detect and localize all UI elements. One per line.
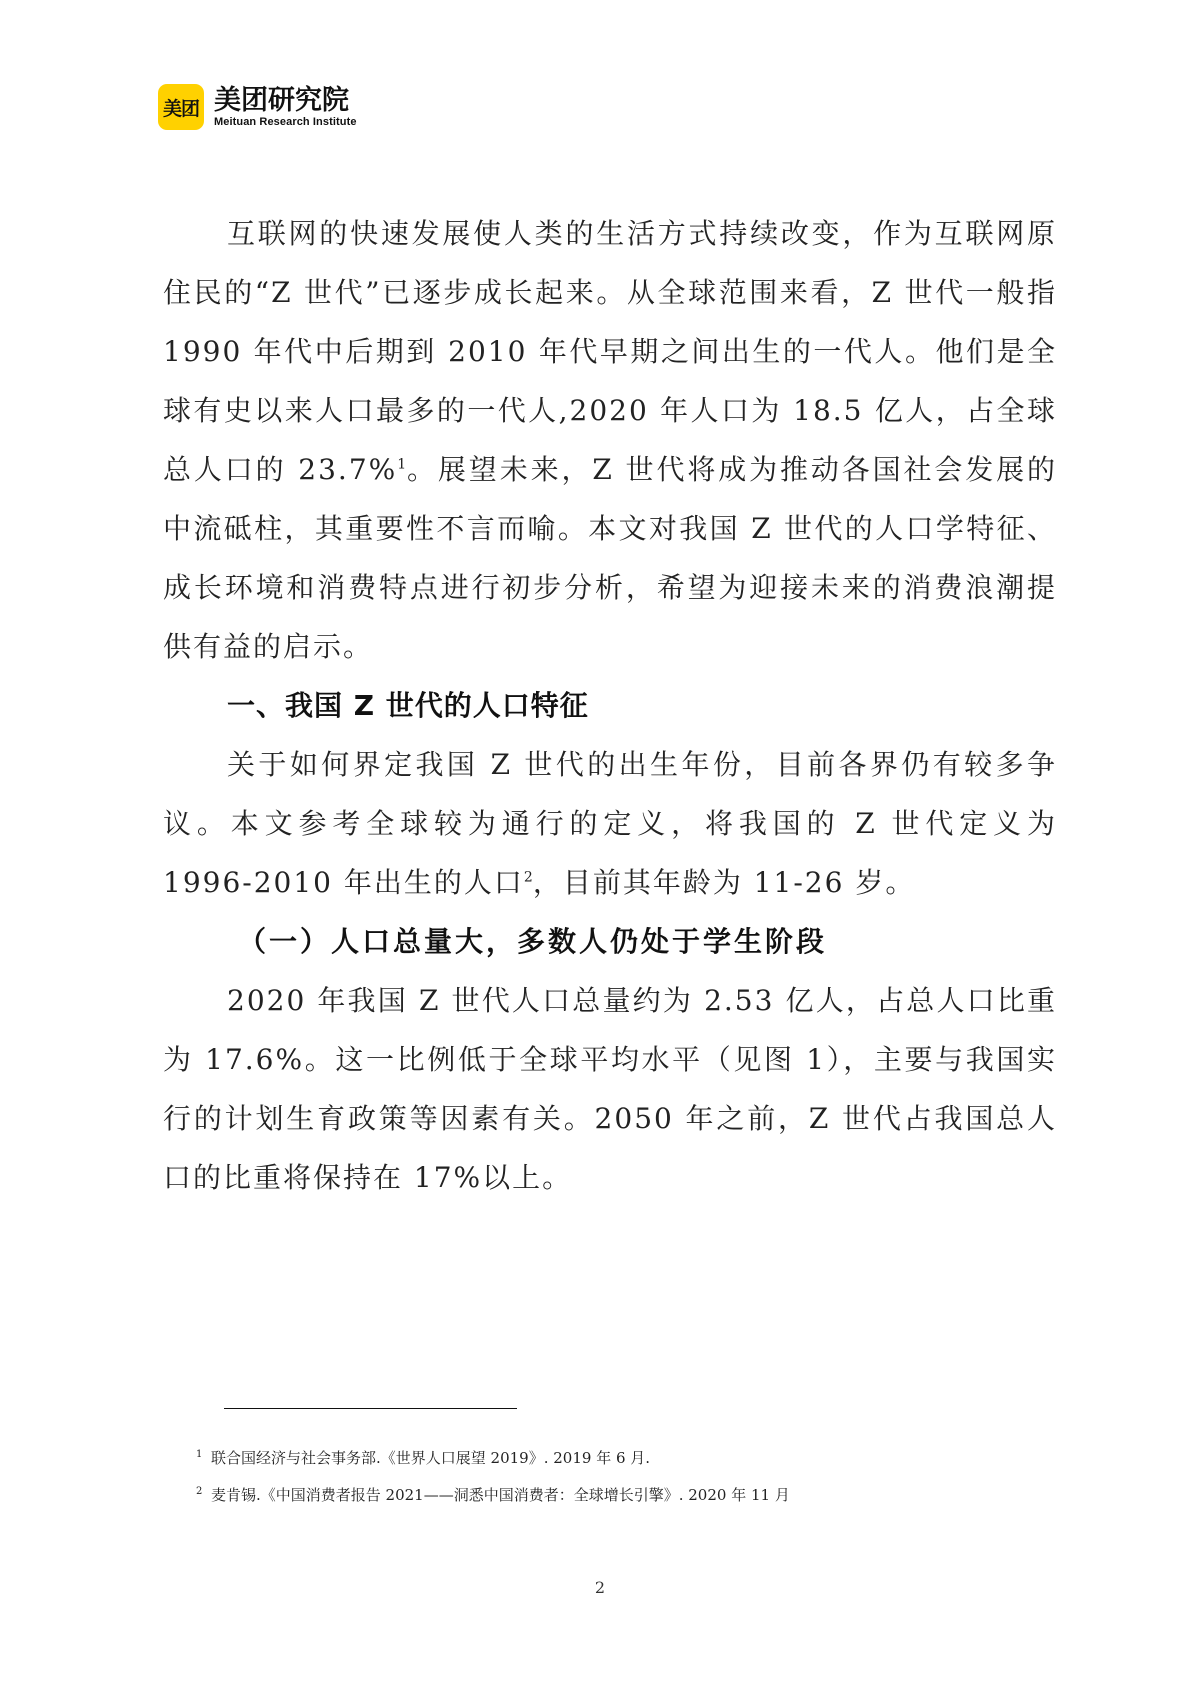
logo-subtitle: Meituan Research Institute	[214, 115, 357, 128]
footnotes	[196, 1438, 1056, 1512]
paragraph-definition-text: 关于如何界定我国 Z 世代的出生年份，目前各界仍有较多争议。本文参考全球较为通行的定义，将我国的 Z 世代定义为 1996-2010 年出生的人口	[163, 748, 1057, 899]
page-number: 2	[594, 1578, 606, 1597]
paragraph-intro	[163, 204, 1057, 676]
footnote-2	[196, 1475, 1056, 1512]
footnote-ref-2[interactable]: 2	[523, 869, 533, 886]
paragraph-definition	[163, 735, 1057, 912]
logo-title: 美团研究院	[214, 84, 349, 116]
footnote-text: 联合国经济与社会事务部.《世界人口展望 2019》. 2019 年 6 月.	[211, 1449, 651, 1467]
subsection-heading: （一）人口总量大，多数人仍处于学生阶段	[238, 925, 828, 958]
footnote-divider	[224, 1408, 517, 1409]
section-heading: 一、我国 Z 世代的人口特征	[227, 689, 589, 722]
footnote-ref-1[interactable]: 1	[397, 456, 407, 473]
paragraph-intro-tail: 。展望未来，Z 世代将成为推动各国社会发展的中流砥柱，其重要性不言而喻。本文对我国 Z 世代的人口学特征、成长环境和消费特点进行初步分析，希望为迎接未来的消费浪潮提供有益的启示。	[163, 453, 1057, 663]
meituan-research-logo	[158, 84, 357, 130]
footnote-1	[196, 1438, 1056, 1475]
meituan-logo-badge: 美团	[158, 84, 204, 130]
footnote-number: 2	[196, 1486, 203, 1497]
logo-text	[214, 86, 357, 129]
paragraph-population-text: 2020 年我国 Z 世代人口总量约为 2.53 亿人，占总人口比重为 17.6%。这一比例低于全球平均水平（见图 1），主要与我国实行的计划生育政策等因素有关。2050 年之前，Z 世代占我国总人口的比重将保持在 17%以上。	[163, 984, 1057, 1194]
footnote-number: 1	[196, 1449, 203, 1460]
footnote-text: 麦肯锡.《中国消费者报告 2021——洞悉中国消费者：全球增长引擎》. 2020 年 11 月	[211, 1486, 790, 1504]
paragraph-intro-text: 互联网的快速发展使人类的生活方式持续改变，作为互联网原住民的“Z 世代”已逐步成长起来。从全球范围来看，Z 世代一般指 1990 年代中后期到 2010 年代早期之间出生的一代人。他们是全球有史以来人口最多的一代人,2020 年人口为 18.5 亿人，占全球总人口的 23.7%	[163, 217, 1057, 486]
paragraph-population	[163, 971, 1057, 1207]
document-body	[163, 204, 1057, 1207]
paragraph-definition-tail: ，目前其年龄为 11-26 岁。	[532, 866, 916, 899]
